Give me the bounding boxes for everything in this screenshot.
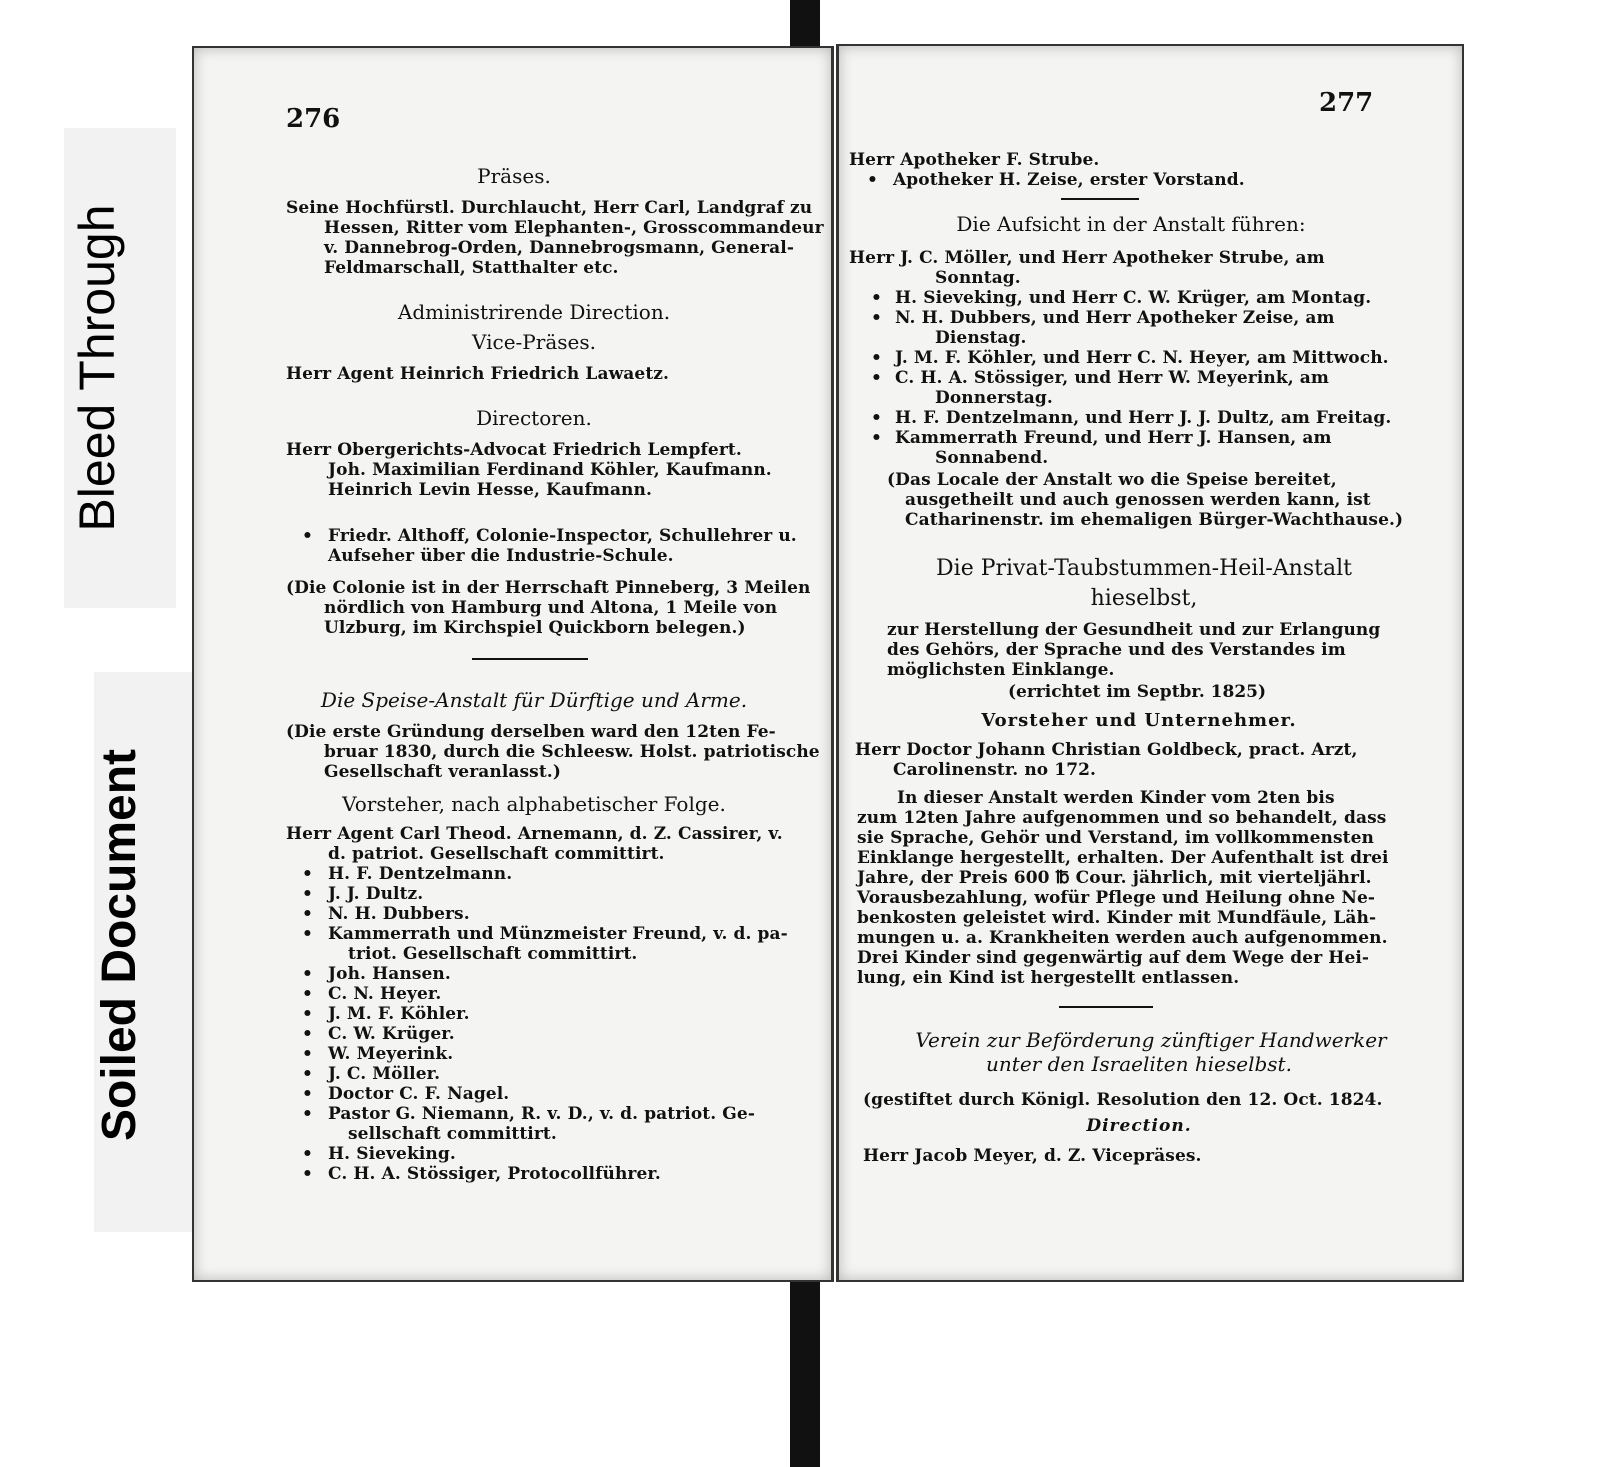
doctor-line: Carolinenstr. no 172. (893, 760, 1097, 780)
aufsicht-line: Sonntag. (935, 268, 1021, 288)
vorsteher-line: J. J. Dultz. (328, 884, 424, 904)
aufsicht-line: H. F. Dentzelmann, und Herr J. J. Dultz, am Freitag. (895, 408, 1392, 428)
vorsteher-line: C. N. Heyer. (328, 984, 442, 1004)
bullet-mark: • (302, 904, 313, 924)
vorsteher-line: sellschaft committirt. (348, 1124, 557, 1144)
directoren-line: Heinrich Levin Hesse, Kaufmann. (328, 480, 652, 500)
body-line: mungen u. a. Krankheiten werden auch aufgenommen. (857, 928, 1388, 948)
vorsteher-line: C. H. A. Stössiger, Protocollführer. (328, 1164, 661, 1184)
body-line: lung, ein Kind ist hergestellt entlassen. (857, 968, 1240, 988)
body-line: zum 12ten Jahre aufgenommen und so behandelt, dass (857, 808, 1387, 828)
locale-line: ausgetheilt und auch genossen werden kann, ist (905, 490, 1371, 510)
aufsicht-line: Kammerrath Freund, und Herr J. Hansen, am (895, 428, 1332, 448)
directoren-heading: Directoren. (476, 406, 592, 430)
taub-heading-2: hieselbst, (1090, 586, 1198, 611)
bullet-mark: • (302, 526, 313, 546)
vorsteher-line: H. Sieveking. (328, 1144, 456, 1164)
section-divider (1059, 1006, 1153, 1008)
locale-line: Catharinenstr. im ehemaligen Bürger-Wachthause.) (905, 510, 1404, 530)
aufsicht-line: C. H. A. Stössiger, und Herr W. Meyerink, am (895, 368, 1329, 388)
right-page (836, 44, 1464, 1282)
bullet-mark: • (871, 308, 882, 328)
colonie-line: (Die Colonie ist in der Herrschaft Pinneberg, 3 Meilen (286, 578, 811, 598)
aufsicht-line: Sonnabend. (935, 448, 1049, 468)
soiled-document-label: Soiled Document (93, 748, 146, 1142)
bullet-mark: • (871, 408, 882, 428)
speise-heading: Die Speise-Anstalt für Dürftige und Arme. (320, 688, 748, 712)
verein-date: (gestiftet durch Königl. Resolution den 12. Oct. 1824. (863, 1090, 1383, 1110)
bullet-mark: • (871, 428, 882, 448)
vice-line: Herr Agent Heinrich Friedrich Lawaetz. (286, 364, 670, 384)
section-divider (472, 658, 588, 660)
praeses-line: Hessen, Ritter vom Elephanten-, Grosscommandeur (324, 218, 824, 238)
vorsteher-line: H. F. Dentzelmann. (328, 864, 513, 884)
page-number: 276 (286, 104, 341, 134)
bullet-mark: • (302, 884, 313, 904)
speise-note-line: (Die erste Gründung derselben ward den 12ten Fe- (286, 722, 776, 742)
directoren-line: Herr Obergerichts-Advocat Friedrich Lempfert. (286, 440, 742, 460)
top-line: Herr Apotheker F. Strube. (849, 150, 1100, 170)
admin-heading: Administrirende Direction. (397, 300, 671, 324)
aufsicht-line: Herr J. C. Möller, und Herr Apotheker Strube, am (849, 248, 1325, 268)
speise-note-line: bruar 1830, durch die Schleesw. Holst. patriotische (324, 742, 820, 762)
vorsteher-line: J. M. F. Köhler. (328, 1004, 470, 1024)
colonie-line: Ulzburg, im Kirchspiel Quickborn belegen.) (324, 618, 746, 638)
praeses-line: Feldmarschall, Statthalter etc. (324, 258, 619, 278)
vorsteher-line: Kammerrath und Münzmeister Freund, v. d. pa- (328, 924, 788, 944)
colonie-line: nördlich von Hamburg und Altona, 1 Meile von (324, 598, 778, 618)
althoff-line: Friedr. Althoff, Colonie-Inspector, Schullehrer u. (328, 526, 797, 546)
bullet-mark: • (302, 864, 313, 884)
aufsicht-line: H. Sieveking, und Herr C. W. Krüger, am Montag. (895, 288, 1372, 308)
bullet-mark: • (302, 964, 313, 984)
body-line: sie Sprache, Gehör und Verstand, im vollkommensten (857, 828, 1374, 848)
aufsicht-line: Dienstag. (935, 328, 1027, 348)
bullet-mark: • (871, 348, 882, 368)
aufsicht-line: N. H. Dubbers, und Herr Apotheker Zeise, am (895, 308, 1335, 328)
section-divider (1061, 198, 1139, 200)
vorsteher-line: J. C. Möller. (328, 1064, 441, 1084)
bullet-mark: • (871, 368, 882, 388)
direction-line: Herr Jacob Meyer, d. Z. Vicepräses. (863, 1146, 1202, 1166)
bullet-mark: • (302, 1164, 313, 1184)
vorsteher-line: Joh. Hansen. (328, 964, 451, 984)
body-line: Einklange hergestellt, erhalten. Der Aufenthalt ist drei (857, 848, 1389, 868)
taub-sub-line: des Gehörs, der Sprache und des Verstandes im (887, 640, 1346, 660)
taub-heading: Die Privat-Taubstummen-Heil-Anstalt (936, 556, 1352, 581)
bullet-mark: • (302, 1004, 313, 1024)
praeses-heading: Präses. (477, 164, 551, 188)
taub-sub-line: möglichsten Einklange. (887, 660, 1115, 680)
body-line: Vorausbezahlung, wofür Pflege und Heilung ohne Ne- (857, 888, 1376, 908)
vorsteher-line: d. patriot. Gesellschaft committirt. (328, 844, 665, 864)
bullet-mark: • (302, 1024, 313, 1044)
bullet-mark: • (302, 984, 313, 1004)
vorsteher-line: Herr Agent Carl Theod. Arnemann, d. Z. Cassirer, v. (286, 824, 783, 844)
aufsicht-heading: Die Aufsicht in der Anstalt führen: (956, 212, 1306, 236)
vorsteher-line: N. H. Dubbers. (328, 904, 470, 924)
body-line: Drei Kinder sind gegenwärtig auf dem Wege der Hei- (857, 948, 1370, 968)
speise-note-line: Gesellschaft veranlasst.) (324, 762, 561, 782)
locale-line: (Das Locale der Anstalt wo die Speise bereitet, (887, 470, 1337, 490)
verein-heading-2: unter den Israeliten hieselbst. (986, 1052, 1292, 1076)
bullet-mark: • (871, 288, 882, 308)
bullet-mark: • (302, 1104, 313, 1124)
taub-date: (errichtet im Septbr. 1825) (1007, 682, 1267, 702)
vorsteher-line: C. W. Krüger. (328, 1024, 455, 1044)
bullet-mark: • (302, 1144, 313, 1164)
vice-heading: Vice-Präses. (472, 330, 596, 354)
vorsteher-line: Pastor G. Niemann, R. v. D., v. d. patriot. Ge- (328, 1104, 755, 1124)
vorsteher-line: Doctor C. F. Nagel. (328, 1084, 510, 1104)
directoren-line: Joh. Maximilian Ferdinand Köhler, Kaufmann. (328, 460, 772, 480)
bullet-mark: • (302, 1084, 313, 1104)
taub-sub-line: zur Herstellung der Gesundheit und zur Erlangung (887, 620, 1381, 640)
vorsteher-line: triot. Gesellschaft committirt. (348, 944, 638, 964)
vorsteher-heading: Vorsteher und Unternehmer. (981, 710, 1297, 731)
bullet-mark: • (302, 924, 313, 944)
body-line: In dieser Anstalt werden Kinder vom 2ten bis (897, 788, 1335, 808)
vorsteher-heading: Vorsteher, nach alphabetischer Folge. (342, 792, 726, 816)
body-line: Jahre, der Preis 600 ℔ Cour. jährlich, mit vierteljährl. (857, 868, 1372, 888)
spine-bottom (790, 1275, 820, 1467)
vorsteher-line: W. Meyerink. (328, 1044, 454, 1064)
bullet-mark: • (302, 1064, 313, 1084)
direction-heading: Direction. (1086, 1116, 1192, 1136)
doctor-line: Herr Doctor Johann Christian Goldbeck, pract. Arzt, (855, 740, 1358, 760)
aufsicht-line: J. M. F. Köhler, und Herr C. N. Heyer, am Mittwoch. (895, 348, 1389, 368)
page-number: 277 (1319, 88, 1374, 118)
aufsicht-line: Donnerstag. (935, 388, 1053, 408)
left-page (192, 46, 834, 1282)
bullet-mark: • (867, 170, 878, 190)
body-line: benkosten geleistet wird. Kinder mit Mundfäule, Läh- (857, 908, 1377, 928)
verein-heading: Verein zur Beförderung zünftiger Handwerker (915, 1028, 1387, 1052)
althoff-line: Aufseher über die Industrie-Schule. (328, 546, 674, 566)
praeses-line: Seine Hochfürstl. Durchlaucht, Herr Carl, Landgraf zu (286, 198, 813, 218)
bullet-mark: • (302, 1044, 313, 1064)
bleed-through-label: Bleed Through (69, 204, 125, 532)
top-line: Apotheker H. Zeise, erster Vorstand. (893, 170, 1245, 190)
praeses-line: v. Dannebrog-Orden, Dannebrogsmann, General- (324, 238, 794, 258)
